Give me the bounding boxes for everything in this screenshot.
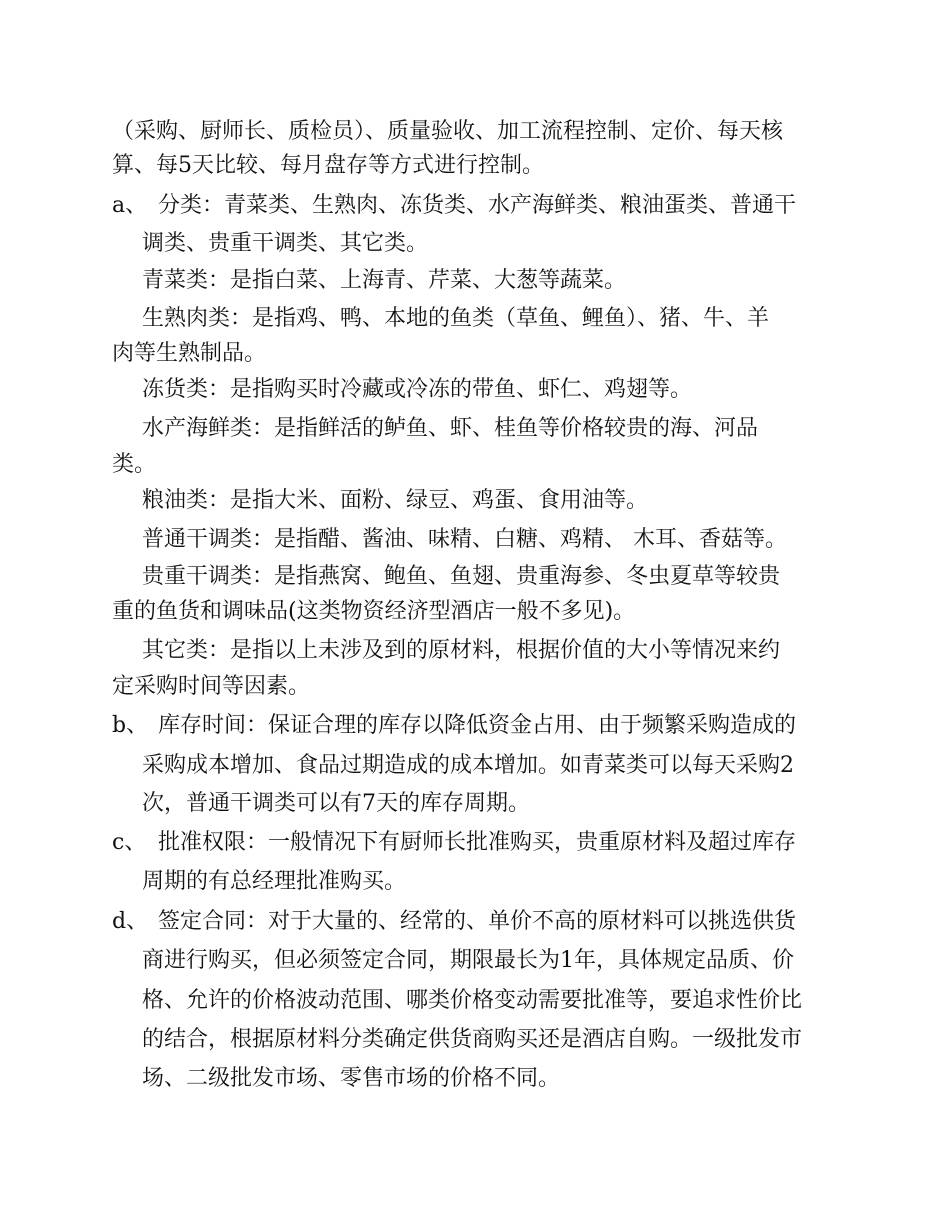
category-seafood-line-1: 水产海鲜类：是指鲜活的鲈鱼、虾、桂鱼等价格较贵的海、河品: [142, 416, 759, 441]
section-d-line-1: 签定合同：对于大量的、经常的、单价不高的原材料可以挑选供货: [158, 909, 797, 934]
intro-line-2: 算、每5天比较、每月盘存等方式进行控制。: [112, 153, 544, 178]
section-c-marker: c、: [112, 830, 147, 855]
category-premium-dry-line-1: 贵重干调类：是指燕窝、鲍鱼、鱼翅、贵重海参、冬虫夏草等较贵: [142, 564, 781, 589]
category-dry-seasoning: 普通干调类：是指醋、酱油、味精、白糖、鸡精、 木耳、香菇等。: [142, 527, 787, 552]
section-c-line-2: 周期的有总经理批准购买。: [142, 869, 407, 894]
section-d-line-4: 的结合，根据原材料分类确定供货商购买还是酒店自购。一级批发市: [142, 1027, 803, 1052]
category-seafood-line-2: 类。: [112, 452, 157, 477]
section-d-line-5: 场、二级批发市场、零售市场的价格不同。: [142, 1066, 561, 1091]
section-a-line-1: 分类：青菜类、生熟肉、冻货类、水产海鲜类、粮油蛋类、普通干: [158, 193, 797, 218]
section-b-line-1: 库存时间：保证合理的库存以降低资金占用、由于频繁采购造成的: [158, 713, 797, 738]
section-c-line-1: 批准权限：一般情况下有厨师长批准购买，贵重原材料及超过库存: [158, 830, 797, 855]
category-other-line-1: 其它类：是指以上未涉及到的原材料，根据价值的大小等情况来约: [142, 638, 781, 663]
category-meat-line-2: 肉等生熟制品。: [112, 341, 267, 366]
section-b-marker: b、: [112, 713, 149, 738]
section-d-line-3: 格、允许的价格波动范围、哪类价格变动需要批准等，要追求性价比: [142, 988, 803, 1013]
category-premium-dry-line-2: 重的鱼货和调味品(这类物资经济型酒店一般不多见)。: [112, 599, 636, 624]
section-b-line-3: 次，普通干调类可以有7天的库存周期。: [142, 791, 530, 816]
intro-line-1: （采购、厨师长、质检员）、质量验收、加工流程控制、定价、每天核: [112, 119, 784, 144]
section-a-line-2: 调类、贵重干调类、其它类。: [142, 231, 429, 256]
section-d-marker: d、: [112, 909, 149, 934]
section-a-marker: a、: [112, 193, 148, 218]
section-b-line-2: 采购成本增加、食品过期造成的成本增加。如青菜类可以每天采购2: [142, 753, 794, 778]
category-vegetable: 青菜类：是指白菜、上海青、芹菜、大葱等蔬菜。: [142, 268, 627, 293]
category-grain-oil: 粮油类：是指大米、面粉、绿豆、鸡蛋、食用油等。: [142, 488, 649, 513]
section-d-line-2: 商进行购买，但必须签定合同，期限最长为1年，具体规定品质、价: [142, 948, 794, 973]
category-other-line-2: 定采购时间等因素。: [112, 674, 311, 699]
category-frozen: 冻货类：是指购买时冷藏或冷冻的带鱼、虾仁、鸡翅等。: [142, 377, 693, 402]
category-meat-line-1: 生熟肉类：是指鸡、鸭、本地的鱼类（草鱼、鲤鱼）、猪、牛、羊: [142, 306, 770, 331]
